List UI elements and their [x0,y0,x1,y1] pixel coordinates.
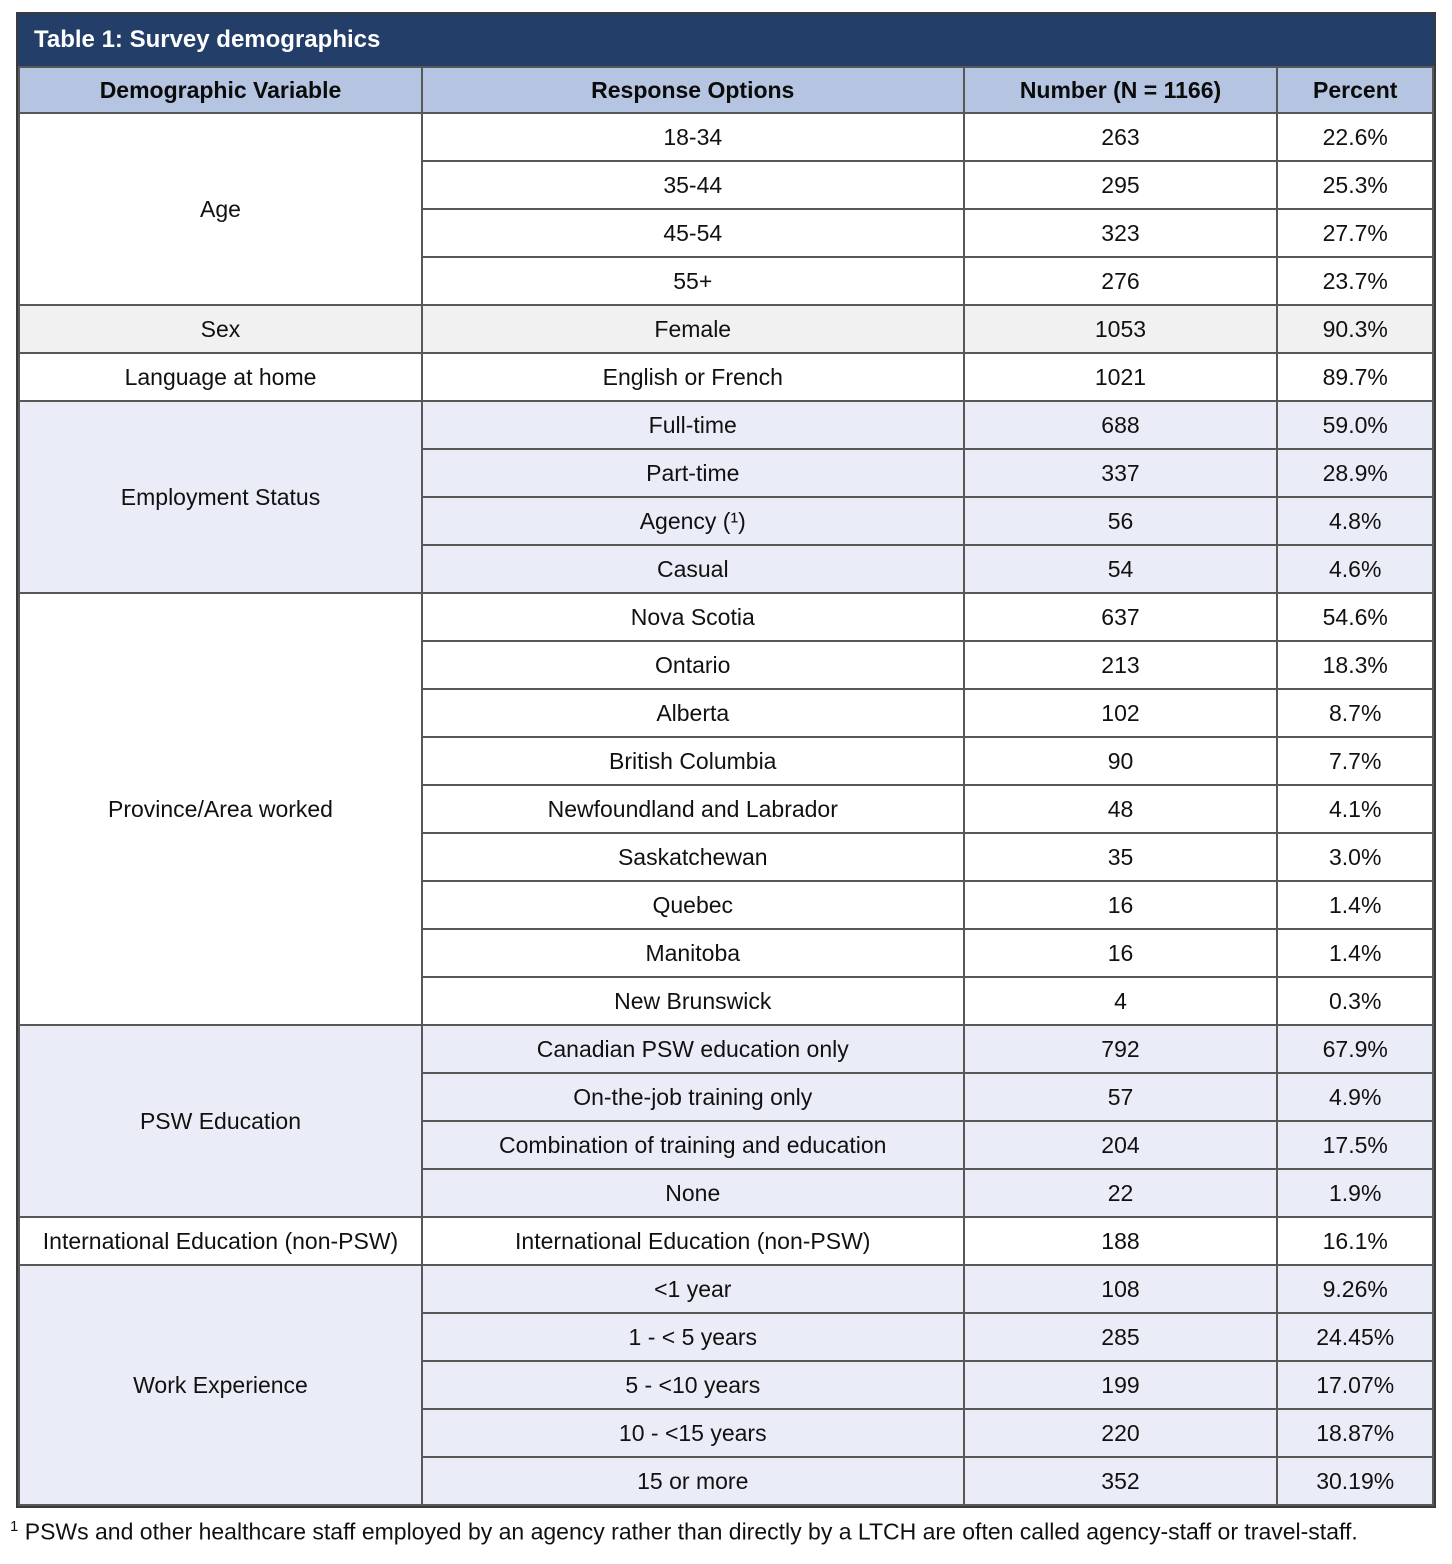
variable-cell-age: Age [19,113,422,305]
table-row [19,1265,1433,1313]
percent-cell: 4.8% [1277,497,1433,545]
variable-cell-psw-education: PSW Education [19,1025,422,1217]
response-option-cell: English or French [422,353,964,401]
percent-cell: 59.0% [1277,401,1433,449]
response-option-cell: Female [422,305,964,353]
table-row [19,593,1433,641]
header-row [19,67,1433,113]
response-option-cell: Nova Scotia [422,593,964,641]
response-option-cell: Manitoba [422,929,964,977]
number-cell: 102 [964,689,1278,737]
response-option-cell: 5 - <10 years [422,1361,964,1409]
response-option-cell: British Columbia [422,737,964,785]
number-cell: 220 [964,1409,1278,1457]
variable-cell-language-at-home: Language at home [19,353,422,401]
percent-cell: 23.7% [1277,257,1433,305]
response-option-cell: <1 year [422,1265,964,1313]
number-cell: 792 [964,1025,1278,1073]
number-cell: 1053 [964,305,1278,353]
percent-cell: 1.4% [1277,881,1433,929]
number-cell: 90 [964,737,1278,785]
percent-cell: 9.26% [1277,1265,1433,1313]
response-option-cell: 1 - < 5 years [422,1313,964,1361]
number-cell: 54 [964,545,1278,593]
number-cell: 295 [964,161,1278,209]
table-row [19,305,1433,353]
number-cell: 637 [964,593,1278,641]
number-cell: 48 [964,785,1278,833]
percent-cell: 18.3% [1277,641,1433,689]
table-row [19,1025,1433,1073]
percent-cell: 17.07% [1277,1361,1433,1409]
percent-cell: 18.87% [1277,1409,1433,1457]
table-row [19,113,1433,161]
response-option-cell: Alberta [422,689,964,737]
variable-cell-sex: Sex [19,305,422,353]
response-option-cell: Part-time [422,449,964,497]
percent-cell: 16.1% [1277,1217,1433,1265]
response-option-cell: 15 or more [422,1457,964,1505]
response-option-cell: 10 - <15 years [422,1409,964,1457]
table-row [19,1217,1433,1265]
variable-cell-work-experience: Work Experience [19,1265,422,1505]
percent-cell: 4.9% [1277,1073,1433,1121]
col-header-response-options: Response Options [422,67,964,113]
col-header-number: Number (N = 1166) [964,67,1278,113]
number-cell: 213 [964,641,1278,689]
table-title: Table 1: Survey demographics [18,14,1434,66]
footnote [10,1518,1436,1546]
percent-cell: 0.3% [1277,977,1433,1025]
response-option-cell: None [422,1169,964,1217]
percent-cell: 3.0% [1277,833,1433,881]
response-option-cell: 18-34 [422,113,964,161]
table-body [19,113,1433,1505]
response-option-cell: Combination of training and education [422,1121,964,1169]
percent-cell: 24.45% [1277,1313,1433,1361]
response-option-cell: Quebec [422,881,964,929]
number-cell: 323 [964,209,1278,257]
response-option-cell: Ontario [422,641,964,689]
percent-cell: 54.6% [1277,593,1433,641]
percent-cell: 7.7% [1277,737,1433,785]
number-cell: 688 [964,401,1278,449]
response-option-cell: International Education (non-PSW) [422,1217,964,1265]
number-cell: 199 [964,1361,1278,1409]
table-row [19,401,1433,449]
number-cell: 35 [964,833,1278,881]
variable-cell-international-education-non-psw: International Education (non-PSW) [19,1217,422,1265]
percent-cell: 27.7% [1277,209,1433,257]
percent-cell: 1.9% [1277,1169,1433,1217]
percent-cell: 89.7% [1277,353,1433,401]
response-option-cell: Newfoundland and Labrador [422,785,964,833]
number-cell: 188 [964,1217,1278,1265]
number-cell: 285 [964,1313,1278,1361]
percent-cell: 17.5% [1277,1121,1433,1169]
number-cell: 352 [964,1457,1278,1505]
percent-cell: 28.9% [1277,449,1433,497]
number-cell: 22 [964,1169,1278,1217]
footnote-text: PSWs and other healthcare staff employed by an agency rather than directly by a LTCH are often called agency-staff or travel-staff. [24,1518,1358,1545]
percent-cell: 22.6% [1277,113,1433,161]
percent-cell: 90.3% [1277,305,1433,353]
response-option-cell: Casual [422,545,964,593]
col-header-demographic-variable: Demographic Variable [19,67,422,113]
col-header-percent: Percent [1277,67,1433,113]
number-cell: 4 [964,977,1278,1025]
number-cell: 276 [964,257,1278,305]
footnote-marker: 1 [10,1518,19,1535]
demographics-table [16,12,1436,1508]
number-cell: 16 [964,929,1278,977]
number-cell: 56 [964,497,1278,545]
response-option-cell: 35-44 [422,161,964,209]
number-cell: 204 [964,1121,1278,1169]
number-cell: 263 [964,113,1278,161]
variable-cell-province-area-worked: Province/Area worked [19,593,422,1025]
response-option-cell: Agency (¹) [422,497,964,545]
number-cell: 16 [964,881,1278,929]
percent-cell: 8.7% [1277,689,1433,737]
response-option-cell: 55+ [422,257,964,305]
percent-cell: 30.19% [1277,1457,1433,1505]
data-table [18,66,1434,1506]
response-option-cell: On-the-job training only [422,1073,964,1121]
percent-cell: 67.9% [1277,1025,1433,1073]
percent-cell: 4.1% [1277,785,1433,833]
number-cell: 108 [964,1265,1278,1313]
number-cell: 1021 [964,353,1278,401]
response-option-cell: Canadian PSW education only [422,1025,964,1073]
percent-cell: 25.3% [1277,161,1433,209]
percent-cell: 4.6% [1277,545,1433,593]
response-option-cell: Saskatchewan [422,833,964,881]
table-row [19,353,1433,401]
variable-cell-employment-status: Employment Status [19,401,422,593]
percent-cell: 1.4% [1277,929,1433,977]
response-option-cell: 45-54 [422,209,964,257]
response-option-cell: New Brunswick [422,977,964,1025]
response-option-cell: Full-time [422,401,964,449]
number-cell: 337 [964,449,1278,497]
number-cell: 57 [964,1073,1278,1121]
